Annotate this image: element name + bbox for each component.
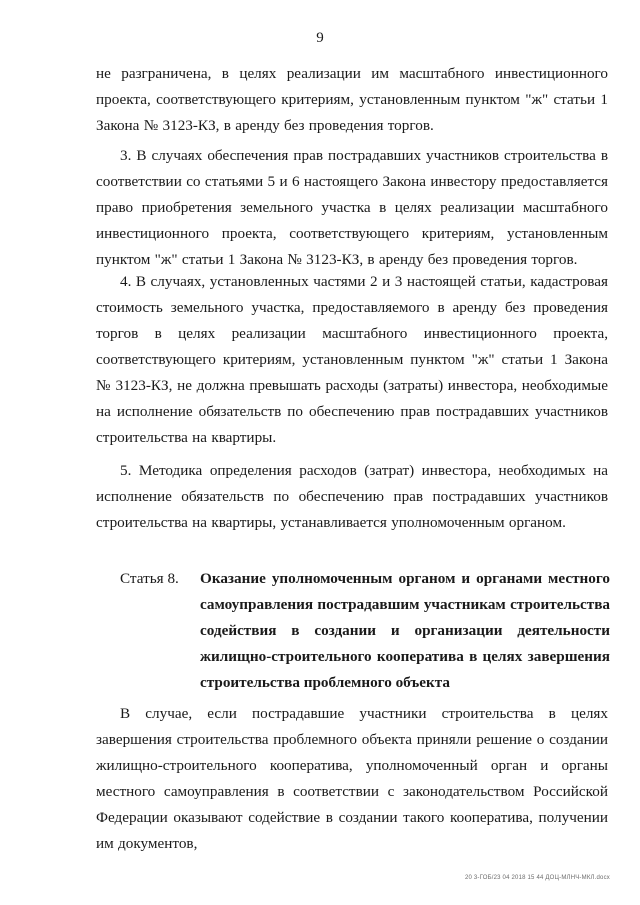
paragraph-text: В случае, если пострадавшие участники строительства в целях завершения строительства проблемного объекта приняли решение о создании жилищно-строительного кооператива, уполномоченный орган и органы местного самоуправления в соответствии с законодательством Российской Федерации оказывают содействие в создании такого кооператива, получении им документов, [96,705,608,852]
paragraph-text: не разграничена, в целях реализации им масштабного инвестиционного проекта, соответствующего критериям, установленным пунктом "ж" статьи 1 Закона № 3123-КЗ, в аренду без проведения торгов. [96,65,608,134]
article-body [96,701,608,857]
paragraph-continuation [96,61,608,139]
paragraph-text: 4. В случаях, установленных частями 2 и 3 настоящей статьи, кадастровая стоимость земельного участка, предоставляемого в аренду без проведения торгов в целях реализации масштабного инвестиционного проекта, соответствующего критериям, установленным пунктом "ж" статьи 1 Закона № 3123-КЗ, не должна превышать расходы (затраты) инвестора, необходимые на исполнение обязательств по обеспечению прав пострадавших участников строительства на квартиры. [96,273,608,446]
paragraph-4 [96,269,608,451]
footer-file-stamp: 20 3-ГОБ/23 04 2018 15 44 ДОЦ-МЛНЧ-МКЛ.docx [464,875,610,881]
paragraph-3 [96,143,608,273]
paragraph-text: 3. В случаях обеспечения прав пострадавших участников строительства в соответствии со статьями 5 и 6 настоящего Закона инвестору предоставляется право приобретения земельного участка в целях реализации масштабного инвестиционного проекта, соответствующего критериям, установленным пунктом "ж" статьи 1 Закона № 3123-КЗ, в аренду без проведения торгов. [96,147,608,268]
page-number: 9 [316,30,324,46]
paragraph-text: 5. Методика определения расходов (затрат) инвестора, необходимых на исполнение обязательств по обеспечению прав пострадавших участников строительства на квартиры, устанавливается уполномоченным органом. [96,462,608,531]
paragraph-5 [96,458,608,536]
article-label: Статья 8. [120,570,179,587]
article-title: Оказание уполномоченным органом и органами местного самоуправления пострадавшим участникам строительства содействия в создании и организации деятельности жилищно-строительного кооператива в целях завершения строительства проблемного объекта [200,570,610,691]
